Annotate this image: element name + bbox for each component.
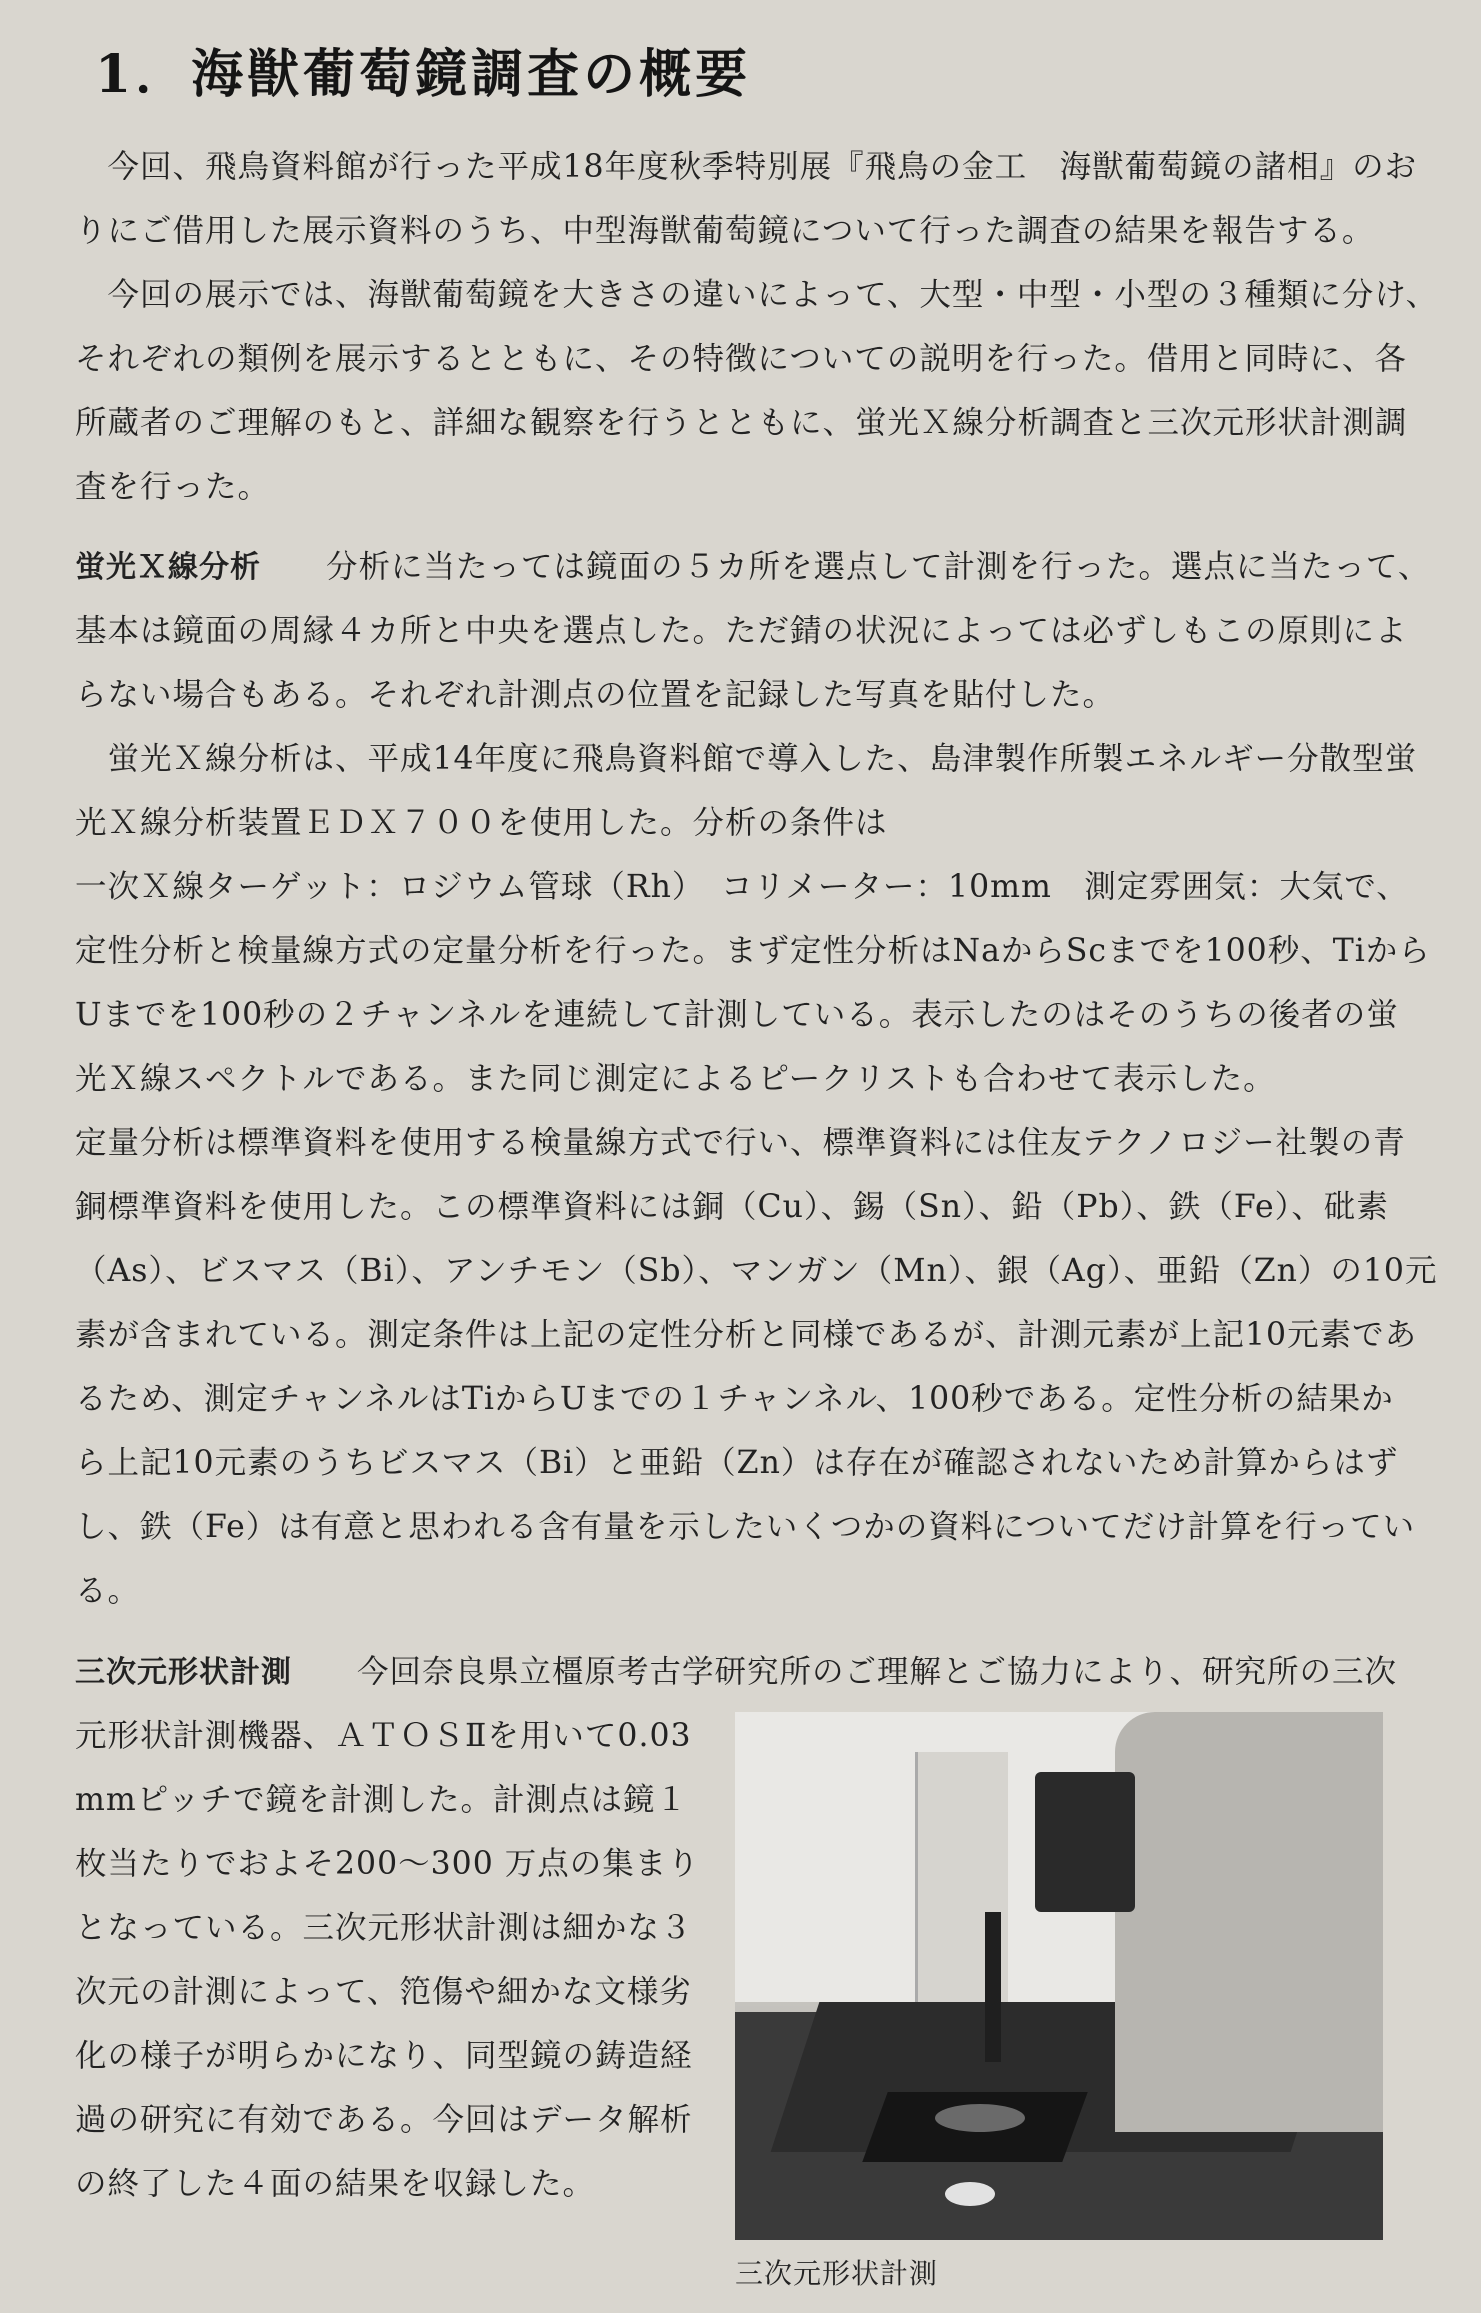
text-line: 査を行った。	[75, 469, 271, 505]
text-line: それぞれの類例を展示するとともに、その特徴についての説明を行った。借用と同時に、各	[75, 341, 1407, 377]
text-line: 今回の展示では、海獣葡萄鏡を大きさの違いによって、大型・中型・小型の３種類に分け、	[75, 277, 1439, 313]
text-line: 光Ｘ線分析装置ＥＤＸ７００を使用した。分析の条件は	[75, 805, 888, 841]
photo-caption: 三次元形状計測	[735, 2257, 939, 2290]
text-line: らない場合もある。それぞれ計測点の位置を記録した写真を貼付した。	[75, 677, 1116, 713]
photo-tripod-arm	[985, 1912, 1001, 2062]
text-line: 枚当たりでおよそ200～300 万点の集まり	[75, 1846, 700, 1882]
scanning-photo	[735, 1712, 1383, 2240]
text-line	[75, 535, 1437, 599]
photo-scanner	[1035, 1772, 1135, 1912]
text-line: 基本は鏡面の周縁４カ所と中央を選点した。ただ錆の状況によっては必ずしもこの原則によ	[75, 613, 1408, 649]
intro-paragraph	[75, 135, 1438, 519]
text-line: 一次Ｘ線ターゲット：ロジウム管球（Rh） コリメーター：10mm 測定雰囲気：大気で、	[75, 869, 1409, 905]
xrf-first-line: 分析に当たっては鏡面の５カ所を選点して計測を行った。選点に当たって、	[261, 549, 1431, 585]
text-line: 素が含まれている。測定条件は上記の定性分析と同様であるが、計測元素が上記10元素であ	[75, 1317, 1418, 1353]
text-line: 元形状計測機器、ＡＴＯＳⅡを用いて0.03	[75, 1718, 692, 1754]
text-line	[75, 1640, 1397, 1704]
photo-mouse	[945, 2182, 995, 2206]
text-line: 過の研究に有効である。今回はデータ解析	[75, 2102, 693, 2138]
text-line: 化の様子が明らかになり、同型鏡の鋳造経	[75, 2038, 693, 2074]
text-line: （As）、ビスマス（Bi）、アンチモン（Sb）、マンガン（Mn）、銀（Ag）、亜鉛（Zn）の10元	[75, 1253, 1438, 1289]
text-line: となっている。三次元形状計測は細かな３	[75, 1910, 693, 1946]
text-line: る。	[75, 1573, 141, 1609]
text-line: ら上記10元素のうちビスマス（Bi）と亜鉛（Zn）は存在が確認されないため計算からはず	[75, 1445, 1399, 1481]
text-line: るため、測定チャンネルはTiからUまでの１チャンネル、100秒である。定性分析の結果か	[75, 1381, 1394, 1417]
text-line: 所蔵者のご理解のもと、詳細な観察を行うとともに、蛍光Ｘ線分析調査と三次元形状計測調	[75, 405, 1408, 441]
section-title: 1．海獣葡萄鏡調査の概要	[95, 44, 752, 105]
text-line: mmピッチで鏡を計測した。計測点は鏡１	[75, 1782, 688, 1818]
xrf-heading: 蛍光Ｘ線分析	[75, 550, 261, 585]
text-line: 定性分析と検量線方式の定量分析を行った。まず定性分析はNaからScまでを100秒、Tiから	[75, 933, 1431, 969]
text-line: 光Ｘ線スペクトルである。また同じ測定によるピークリストも合わせて表示した。	[75, 1061, 1276, 1097]
text-line: 今回、飛鳥資料館が行った平成18年度秋季特別展『飛鳥の金工 海獣葡萄鏡の諸相』のお	[75, 149, 1418, 185]
scan-first-line: 今回奈良県立橿原考古学研究所のご理解とご協力により、研究所の三次	[292, 1654, 1398, 1690]
text-line: Uまでを100秒の２チャンネルを連続して計測している。表示したのはそのうちの後者の蛍	[75, 997, 1399, 1033]
photo-bronze-mirror	[935, 2104, 1025, 2132]
text-line: し、鉄（Fe）は有意と思われる含有量を示したいくつかの資料についてだけ計算を行ってい	[75, 1509, 1416, 1545]
text-line: りにご借用した展示資料のうち、中型海獣葡萄鏡について行った調査の結果を報告する。	[75, 213, 1375, 249]
xrf-section	[75, 535, 1437, 1623]
text-line: 定量分析は標準資料を使用する検量線方式で行い、標準資料には住友テクノロジー社製の青	[75, 1125, 1406, 1161]
text-line: の終了した４面の結果を収録した。	[75, 2166, 596, 2202]
text-line: 銅標準資料を使用した。この標準資料には銅（Cu）、錫（Sn）、鉛（Pb）、鉄（Fe）、砒素	[75, 1189, 1389, 1225]
scan-heading: 三次元形状計測	[75, 1655, 292, 1690]
text-line: 蛍光Ｘ線分析は、平成14年度に飛鳥資料館で導入した、島津製作所製エネルギー分散型蛍	[75, 741, 1418, 777]
text-line: 次元の計測によって、笵傷や細かな文様劣	[75, 1974, 692, 2010]
photo-person	[1115, 1712, 1383, 2132]
